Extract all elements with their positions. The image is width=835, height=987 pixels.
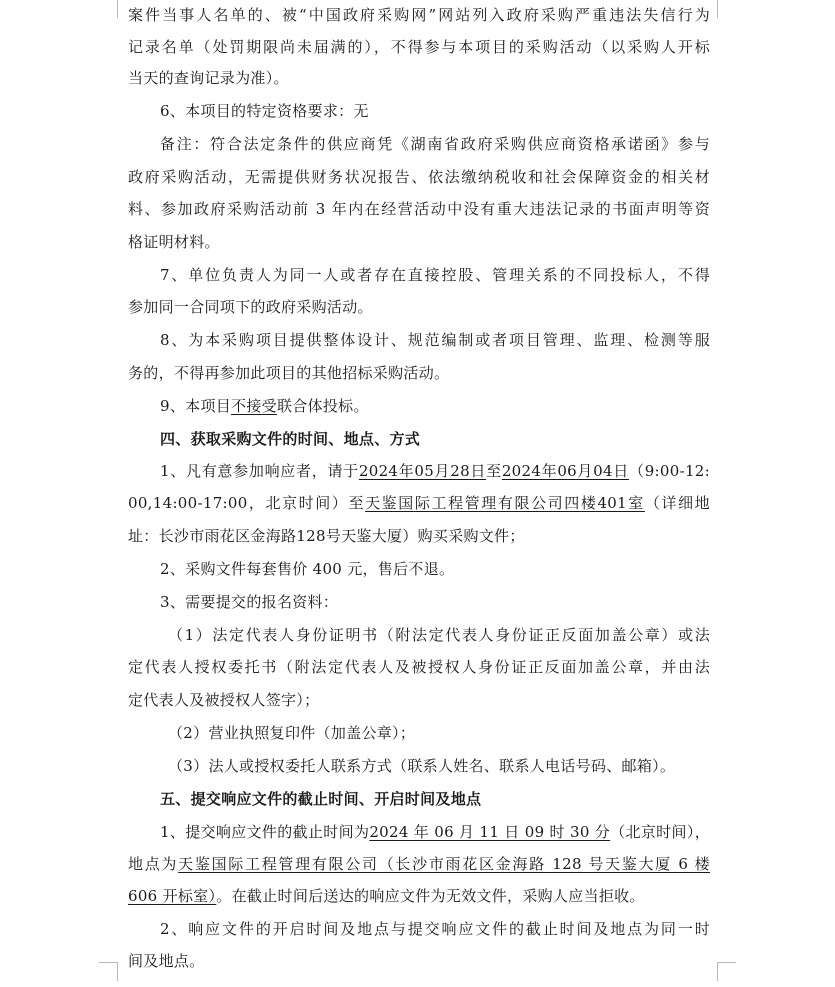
text-line	[128, 655, 710, 679]
text-run: 2、采购文件每套售价 400 元，售后不退。	[160, 560, 455, 578]
text-line	[160, 427, 420, 451]
text-line	[128, 230, 220, 254]
text-run: 联合体投标。	[276, 397, 369, 415]
crop-mark-bottom-left	[99, 962, 118, 981]
text-line	[128, 361, 449, 385]
text-run: 参加同一合同项下的政府采购活动。	[128, 298, 373, 316]
text-line	[160, 132, 710, 156]
text-line	[128, 884, 645, 908]
text-line	[128, 66, 289, 90]
text-line	[160, 328, 710, 352]
text-line	[160, 263, 710, 287]
text-run: 址：长沙市雨花区金海路128号天鉴大厦）购买采购文件；	[128, 527, 525, 545]
text-line	[168, 721, 415, 745]
text-run: 00,14:00-17:00，北京时间）至	[128, 494, 366, 512]
text-run: 。在截止时间后送达的响应文件为无效文件，采购人应当拒收。	[216, 887, 645, 905]
text-run: 3、需要提交的报名资料：	[160, 593, 339, 611]
text-run: 五、提交响应文件的截止时间、开启时间及地点	[160, 790, 482, 808]
underlined-text: 2024年06月04日	[501, 462, 629, 480]
text-run: 2、响应文件的开启时间及地点与提交响应文件的截止时间及地点为同一时	[160, 920, 710, 938]
text-line	[160, 99, 369, 123]
crop-mark-bottom-right	[717, 962, 736, 981]
text-line	[160, 787, 481, 811]
text-run: 备注：符合法定条件的供应商凭《湖南省政府采购供应商资格承诺函》参与	[160, 135, 710, 153]
text-run: 定代表人授权委托书（附法定代表人及被授权人身份证正反面加盖公章，并由法	[128, 658, 710, 676]
text-line	[128, 165, 710, 189]
text-run: 案件当事人名单的、被“中国政府采购网”网站列入政府采购严重违法失信行为	[128, 6, 710, 24]
text-run: 当天的查询记录为准）。	[128, 69, 289, 87]
text-line	[160, 590, 338, 614]
text-run: 四、获取采购文件的时间、地点、方式	[160, 430, 421, 448]
text-line	[128, 949, 205, 973]
text-run: 9、本项目	[160, 397, 232, 415]
underlined-text: 2024年05月28日	[358, 462, 487, 480]
text-run: （北京时间），	[610, 823, 711, 841]
text-line	[128, 852, 710, 876]
text-line	[160, 917, 710, 941]
text-run: 间及地点。	[128, 952, 205, 970]
underlined-text: 606 开标室）	[128, 887, 217, 905]
text-line	[168, 754, 675, 778]
text-run: 政府采购活动，无需提供财务状况报告、依法缴纳税收和社会保障资金的相关材	[128, 168, 710, 186]
text-line	[128, 35, 710, 59]
text-run: 务的，不得再参加此项目的其他招标采购活动。	[128, 364, 450, 382]
text-line	[160, 394, 369, 418]
text-run: 记录名单（处罚期限尚未届满的），不得参与本项目的采购活动（以采购人开标	[128, 38, 710, 56]
text-line	[160, 557, 454, 581]
underlined-text: 2024 年 06 月 11 日 09 时 30 分	[369, 823, 611, 841]
text-line	[128, 524, 525, 548]
crop-mark-top-right	[717, 0, 736, 18]
text-run: 格证明材料。	[128, 233, 220, 251]
text-line	[160, 820, 710, 844]
text-run: 至	[486, 462, 502, 480]
text-line	[128, 688, 319, 712]
text-run: 定代表人及被授权人签字）；	[128, 691, 320, 709]
text-line	[128, 197, 710, 221]
text-line	[168, 623, 710, 647]
text-run: 8、为本采购项目提供整体设计、规范编制或者项目管理、监理、检测等服	[160, 331, 710, 349]
text-run: 地点为	[128, 855, 179, 873]
underlined-text: 天鉴国际工程管理有限公司（长沙市雨花区金海路 128 号天鉴大厦 6 楼	[178, 855, 710, 873]
text-line	[128, 3, 710, 27]
text-run: 1、凡有意参加响应者，请于	[160, 462, 359, 480]
text-line	[128, 295, 373, 319]
text-line	[128, 491, 710, 515]
text-run: （9:00-12:	[628, 462, 710, 480]
text-run: 6、本项目的特定资格要求：无	[160, 102, 369, 120]
text-line	[160, 459, 710, 483]
text-run: （1）法定代表人身份证明书（附法定代表人身份证正反面加盖公章）或法	[168, 626, 710, 644]
text-run: 料、参加政府采购活动前 3 年内在经营活动中没有重大违法记录的书面声明等资	[128, 200, 710, 218]
crop-mark-top-left	[99, 0, 118, 18]
text-run: （3）法人或授权委托人联系方式（联系人姓名、联系人电话号码、邮箱）。	[168, 757, 676, 775]
text-run: 1、提交响应文件的截止时间为	[160, 823, 370, 841]
underlined-text: 不接受	[231, 397, 277, 415]
text-run: （2）营业执照复印件（加盖公章）；	[168, 724, 416, 742]
text-run: 7、单位负责人为同一人或者存在直接控股、管理关系的不同投标人，不得	[160, 266, 710, 284]
text-run: （详细地	[644, 494, 710, 512]
underlined-text: 天鉴国际工程管理有限公司四楼401室	[365, 494, 645, 512]
